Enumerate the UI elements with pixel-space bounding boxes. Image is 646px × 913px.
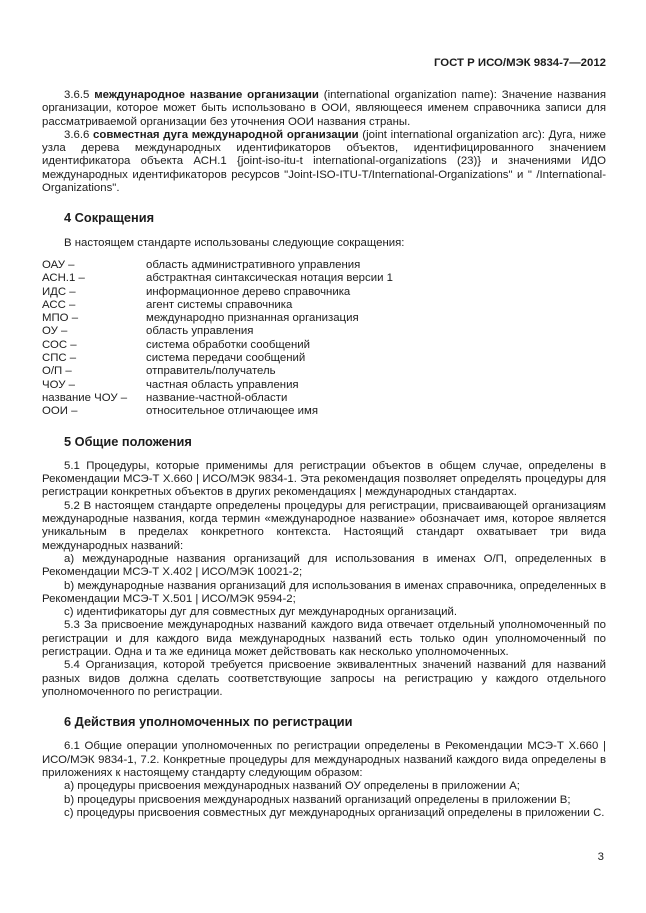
abbreviation-definition: система обработки сообщений: [146, 338, 310, 351]
list-item-5-a: а) международные названия организаций для использования в именах О/П, определенных в Рекомендации МСЭ-Т Х.402 | ИСО/МЭК 10021-2;: [42, 552, 606, 579]
page-number: 3: [597, 851, 604, 863]
paragraph-6-1: 6.1 Общие операции уполномоченных по регистрации определены в Рекомендации МСЭ-Т Х.660 | ИСО/МЭК 9834-1, 7.2. Конкретные процедуры для международных названий каждого вида определены в приложениях к настоящему стандарту следующим образом:: [42, 740, 606, 780]
term-definition: (joint international organization arc): Дуга, ниже узла дерева международных идентификаторов объектов, идентифицированного значением идентификатора объекта АСН.1 {joint-iso-itu-t international-organizations (23)} и значениями ИДО международных идентификаторов ресурсов "Joint-ISO-ITU-T/International-Organizations" и " /International-Organizations".: [42, 128, 607, 195]
page-content: [42, 89, 606, 820]
abbreviation-definition: система передачи сообщений: [146, 352, 306, 365]
clause-number: 3.6.5: [64, 89, 95, 101]
abbreviation-row: [42, 379, 606, 392]
abbreviation-term: СОС –: [42, 338, 77, 351]
abbreviation-term: ИДС –: [42, 285, 76, 298]
abbreviation-row: [42, 352, 606, 365]
list-item-6-c: с) процедуры присвоения совместных дуг международных организаций определены в приложении С.: [64, 806, 605, 819]
section-5-heading: 5 Общие положения: [64, 433, 192, 449]
doc-number: ГОСТ Р ИСО/МЭК 9834-7—2012: [433, 57, 606, 69]
abbreviation-term: ОАУ –: [42, 258, 75, 271]
term-definition: (international organization name): Значение названия организации, которое может быть использовано в ООИ, являющееся именем справочника записи для рассматриваемой организации без уточнения ООИ названия страны.: [42, 89, 607, 128]
abbreviation-list: [42, 259, 606, 419]
abbreviation-term: ОУ –: [42, 325, 68, 338]
paragraph-5-1: 5.1 Процедуры, которые применимы для регистрации объектов в общем случае, определены в Рекомендации МСЭ-Т Х.660 | ИСО/МЭК 9834-1. Эта рекомендация позволяет определять процедуры для регистрации конкретных объектов в других рекомендациях | международных стандартах.: [42, 459, 606, 499]
abbreviation-definition: международно признанная организация: [146, 312, 359, 325]
list-item-5-b: b) международные названия организаций для использования в именах справочника, определенных в Рекомендации МСЭ-Т Х.501 | ИСО/МЭК 9594-2;: [42, 579, 606, 605]
paragraph-5-2: 5.2 В настоящем стандарте определены процедуры для регистрации, присваивающей организациям международные названия, когда термин «международное название» обозначает имя, которое является уникальным в пределах конкретного контекста. Настоящий стандарт охватывает три вида международных названий:: [42, 499, 606, 552]
abbreviation-row: [42, 299, 606, 312]
abbreviation-row: [42, 339, 606, 352]
abbreviation-row: [42, 405, 606, 418]
abbreviation-definition: область управления: [146, 325, 254, 338]
abbreviation-definition: информационное дерево справочника: [146, 285, 351, 298]
paragraph-3-6-6: [42, 129, 606, 195]
abbreviation-term: О/П –: [42, 365, 72, 378]
abbreviation-row: [42, 312, 606, 325]
clause-number: 3.6.6: [64, 128, 94, 141]
abbreviation-definition: абстрактная синтаксическая нотация версии 1: [146, 272, 393, 285]
abbreviation-row: [42, 259, 606, 272]
abbreviation-term: АСС –: [42, 298, 76, 311]
abbreviation-definition: область административного управления: [146, 258, 361, 271]
term-bold: совместная дуга международной организации: [93, 128, 359, 141]
paragraph-5-3: 5.3 За присвоение международных названий каждого вида отвечает отдельный уполномоченный по регистрации и для каждого вида международных названий есть только один уполномоченный по регистрации. Одна и та же единица может действовать как несколько уполномоченных.: [42, 619, 606, 658]
section-4-heading: 4 Сокращения: [64, 210, 155, 226]
abbreviation-term: МПО –: [42, 312, 79, 325]
abbreviation-row: [42, 272, 606, 285]
list-item-6-a: а) процедуры присвоения международных названий ОУ определены в приложении А;: [64, 780, 520, 793]
paragraph-3-6-5: [42, 89, 606, 129]
abbreviation-row: [42, 392, 606, 405]
abbreviation-definition: название-частной-области: [146, 391, 288, 404]
abbreviation-definition: агент системы справочника: [146, 298, 293, 311]
abbreviation-definition: отправитель/получатель: [146, 365, 276, 378]
abbreviation-term: ЧОУ –: [42, 378, 75, 391]
abbreviation-term: СПС –: [42, 352, 77, 365]
term-bold: международное название организации: [94, 89, 319, 101]
abbreviation-row: [42, 325, 606, 338]
abbreviation-row: [42, 365, 606, 378]
section-4-intro: В настоящем стандарте использованы следующие сокращения:: [64, 236, 405, 249]
abbreviation-term: название ЧОУ –: [42, 391, 128, 404]
paragraph-5-4: 5.4 Организация, которой требуется присвоение эквивалентных значений названий для названий разных видов должна сделать соответствующие запросы на регистрацию у каждого отдельного уполномоченного по регистрации.: [42, 659, 606, 698]
abbreviation-term: АСН.1 –: [42, 272, 85, 285]
abbreviation-definition: относительное отличающее имя: [146, 405, 319, 418]
list-item-5-c: с) идентификаторы дуг для совместных дуг международных организаций.: [64, 606, 458, 619]
section-6-heading: 6 Действия уполномоченных по регистрации: [64, 714, 353, 730]
abbreviation-row: [42, 286, 606, 299]
abbreviation-term: ООИ –: [42, 405, 78, 418]
abbreviation-definition: частная область управления: [146, 378, 299, 391]
list-item-6-b: b) процедуры присвоения международных названий организаций определены в приложении В;: [64, 793, 571, 806]
